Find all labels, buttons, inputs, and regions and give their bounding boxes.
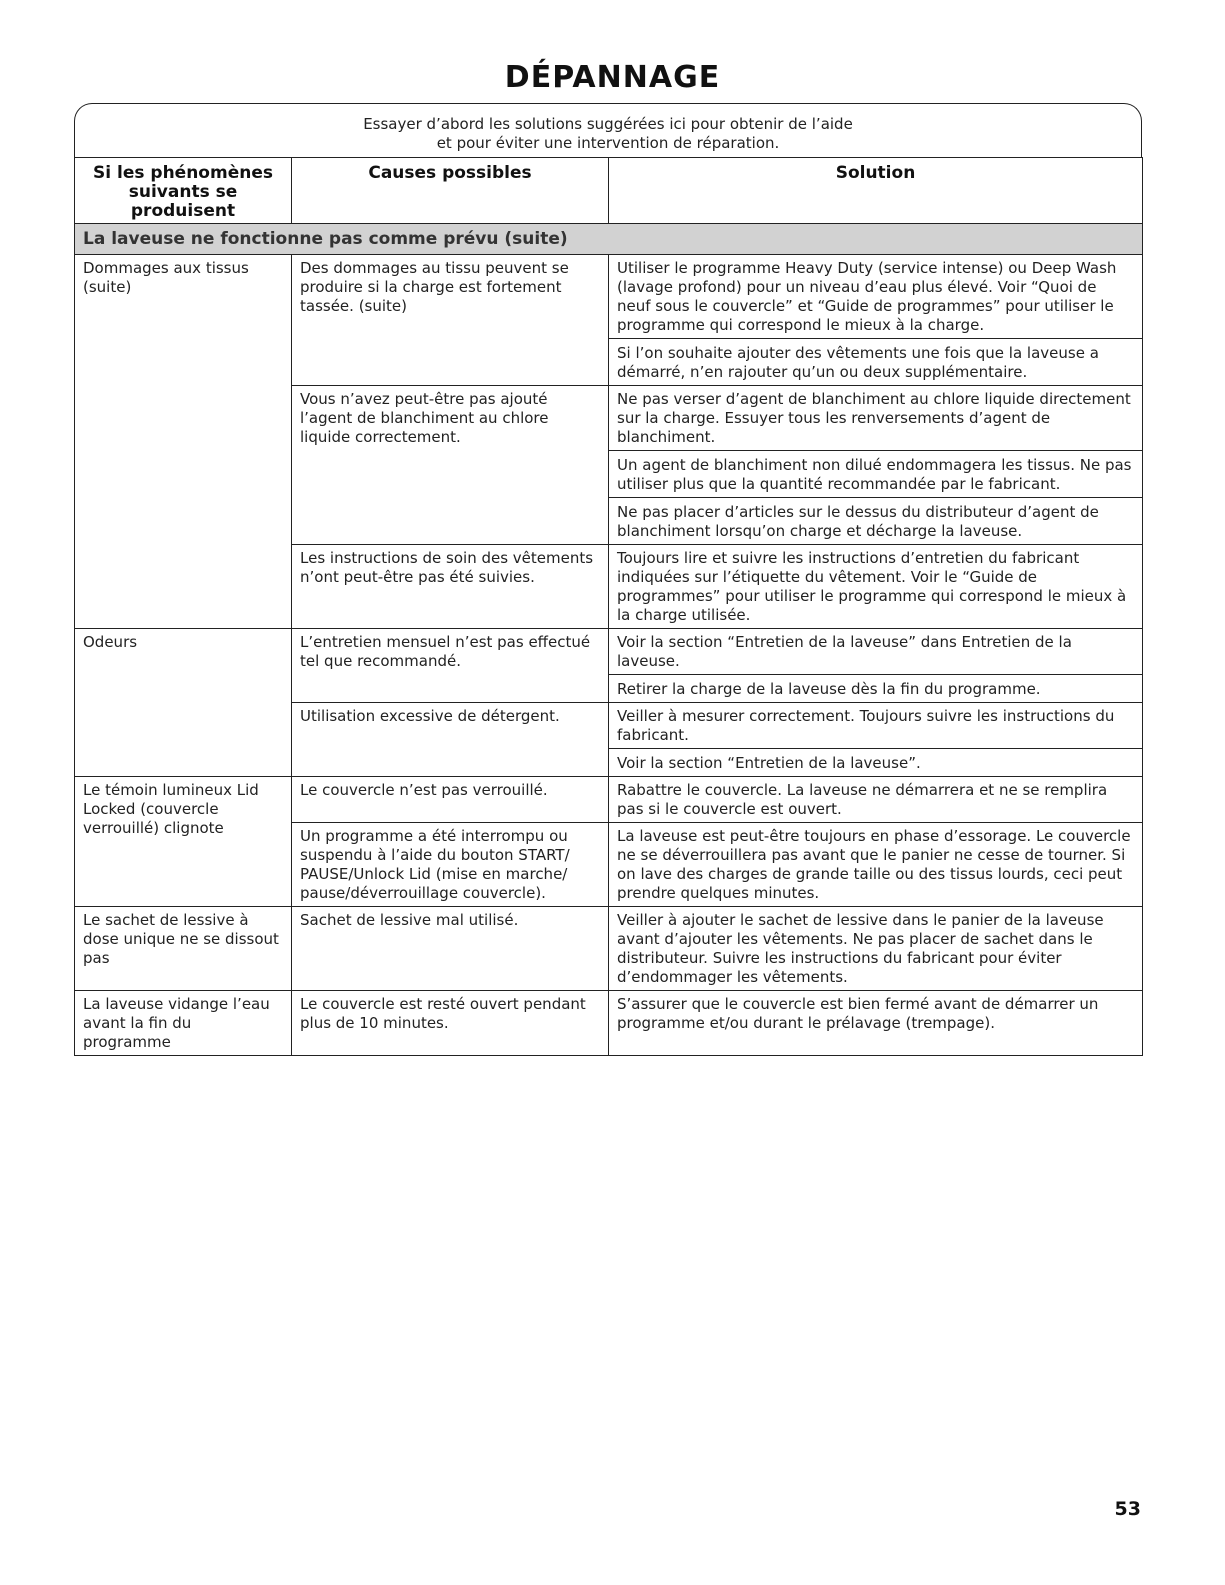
solution-cell — [609, 777, 1143, 823]
section-row — [75, 224, 1143, 255]
problem-cell: Le sachet de lessive à dose unique ne se dissout pas — [75, 907, 292, 991]
cause-cell: L’entretien mensuel n’est pas effectué tel que recommandé. — [292, 629, 609, 703]
solution-cell — [609, 907, 1143, 991]
solution-text: S’assurer que le couvercle est bien fermé avant de démarrer un programme et/ou durant le prélavage (trempage). — [617, 995, 1099, 1032]
solution-cell — [609, 255, 1143, 386]
solution-text: Veiller à ajouter le sachet de lessive dans le panier de la laveuse avant d’ajouter les vêtements. Ne pas placer de sachet dans le distributeur. Suivre les instructions du fabricant pour éviter d’endommager les vêtements. — [617, 911, 1104, 986]
cause-cell: Le couvercle est resté ouvert pendant plus de 10 minutes. — [292, 991, 609, 1056]
intro-line-1: Essayer d’abord les solutions suggérées ici pour obtenir de l’aide — [363, 115, 853, 133]
table-body — [75, 224, 1143, 1056]
troubleshooting-table — [74, 157, 1143, 1056]
intro-line-2: et pour éviter une intervention de réparation. — [436, 134, 780, 152]
header-solution: Solution — [609, 158, 1143, 224]
solution-text: Utiliser le programme Heavy Duty (service intense) ou Deep Wash (lavage profond) pour un niveau d’eau plus élevé. Voir “Quoi de neuf sous le couvercle” et “Guide de programmes” pour utiliser le programme qui correspond le mieux à la charge. — [617, 259, 1117, 334]
table-row — [75, 991, 1143, 1056]
page-title: DÉPANNAGE — [504, 60, 721, 95]
cause-cell: Utilisation excessive de détergent. — [292, 703, 609, 777]
solution-text: Voir la section “Entretien de la laveuse” dans Entretien de la laveuse. — [617, 633, 1072, 670]
table-row — [75, 629, 1143, 703]
table-row — [75, 907, 1143, 991]
solution-cell — [609, 823, 1143, 907]
table-row — [75, 255, 1143, 386]
solution-text: Ne pas verser d’agent de blanchiment au chlore liquide directement sur la charge. Essuyer tous les renversements d’agent de blanchiment. — [617, 390, 1131, 446]
problem-cell: Le témoin lumineux Lid Locked (couvercle verrouillé) clignote — [75, 777, 292, 907]
problem-cell: Odeurs — [75, 629, 292, 777]
solution-cell — [609, 991, 1143, 1056]
solution-text: Veiller à mesurer correctement. Toujours suivre les instructions du fabricant. — [617, 707, 1115, 744]
solution-text: Retirer la charge de la laveuse dès la fin du programme. — [609, 674, 1142, 699]
cause-cell: Des dommages au tissu peuvent se produire si la charge est fortement tassée. (suite) — [292, 255, 609, 386]
solution-text: Si l’on souhaite ajouter des vêtements une fois que la laveuse a démarré, n’en rajouter qu’un ou deux supplémentaire. — [609, 338, 1142, 382]
solution-cell — [609, 545, 1143, 629]
cause-cell: Le couvercle n’est pas verrouillé. — [292, 777, 609, 823]
page-number: 53 — [1114, 1498, 1141, 1520]
problem-cell: Dommages aux tissus (suite) — [75, 255, 292, 629]
solution-text: La laveuse est peut-être toujours en phase d’essorage. Le couvercle ne se déverrouillera pas avant que le panier ne cesse de tourner. Si on lave des charges de grande taille ou des tissus lourds, ceci peut prendre quelques minutes. — [617, 827, 1131, 902]
section-title: La laveuse ne fonctionne pas comme prévu (suite) — [75, 224, 1143, 255]
cause-cell: Un programme a été interrompu ou suspendu à l’aide du bouton START/ PAUSE/Unlock Lid (mise en marche/ pause/déverrouillage couvercle). — [292, 823, 609, 907]
solution-text: Ne pas placer d’articles sur le dessus du distributeur d’agent de blanchiment lorsqu’on charge et décharge la laveuse. — [609, 497, 1142, 541]
solution-cell — [609, 703, 1143, 777]
table-header-row — [75, 158, 1143, 224]
solution-text: Rabattre le couvercle. La laveuse ne démarrera et ne se remplira pas si le couvercle est ouvert. — [617, 781, 1108, 818]
problem-cell: La laveuse vidange l’eau avant la fin du programme — [75, 991, 292, 1056]
table-row — [75, 777, 1143, 823]
solution-cell — [609, 386, 1143, 545]
header-causes: Causes possibles — [292, 158, 609, 224]
solution-cell — [609, 629, 1143, 703]
cause-cell: Vous n’avez peut-être pas ajouté l’agent de blanchiment au chlore liquide correctement. — [292, 386, 609, 545]
intro-text — [74, 115, 1142, 153]
cause-cell: Les instructions de soin des vêtements n’ont peut-être pas été suivies. — [292, 545, 609, 629]
solution-text: Voir la section “Entretien de la laveuse”. — [609, 748, 1142, 773]
cause-cell: Sachet de lessive mal utilisé. — [292, 907, 609, 991]
solution-text: Toujours lire et suivre les instructions d’entretien du fabricant indiquées sur l’étiquette du vêtement. Voir le “Guide de programmes” pour utiliser le programme qui correspond le mieux à la charge utilisée. — [617, 549, 1127, 624]
solution-text: Un agent de blanchiment non dilué endommagera les tissus. Ne pas utiliser plus que la quantité recommandée par le fabricant. — [609, 450, 1142, 494]
header-problem: Si les phénomènes suivants se produisent — [75, 158, 292, 224]
